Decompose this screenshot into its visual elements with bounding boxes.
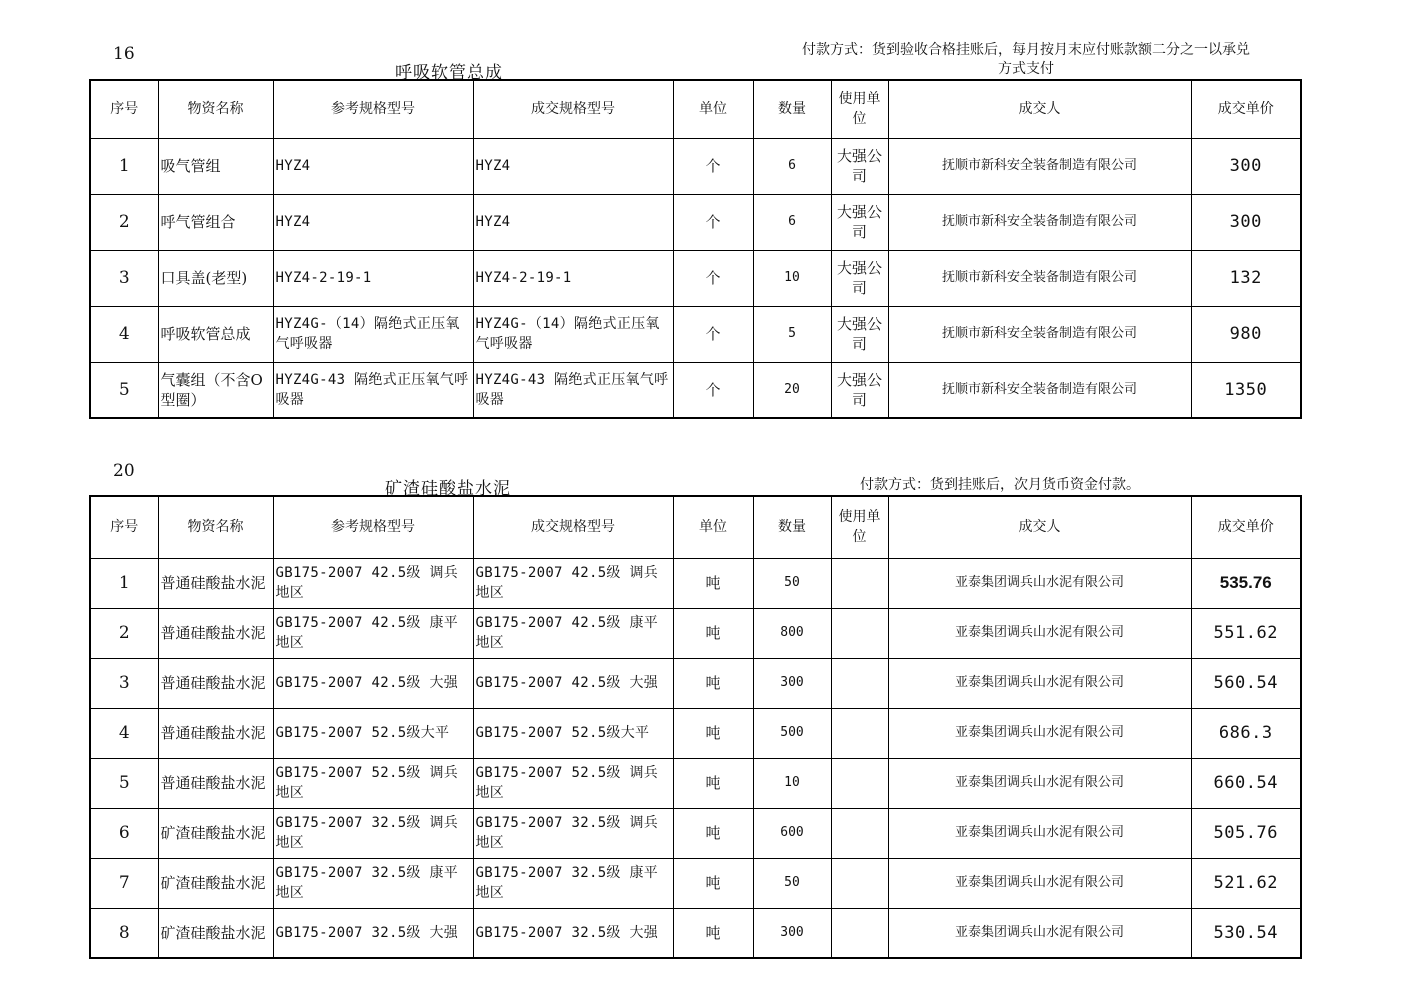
- cell-ref-spec: GB175-2007 42.5级 调兵地区: [273, 558, 473, 608]
- cell-seq: 7: [90, 858, 158, 908]
- cell-ref-spec: HYZ4: [273, 194, 473, 250]
- table-row: [90, 908, 1301, 958]
- header-row: [90, 80, 1301, 138]
- cell-price: 535.76: [1191, 558, 1301, 608]
- table-row: [90, 858, 1301, 908]
- cell-seq: 4: [90, 708, 158, 758]
- section-number: 20: [113, 461, 135, 481]
- header-deal-spec: 成交规格型号: [473, 80, 673, 138]
- cell-ref-spec: HYZ4: [273, 138, 473, 194]
- cell-quantity: 300: [753, 908, 831, 958]
- cell-deal-spec: GB175-2007 32.5级 调兵地区: [473, 808, 673, 858]
- cell-seq: 5: [90, 362, 158, 418]
- cell-price: 132: [1191, 250, 1301, 306]
- cell-user-unit: [831, 608, 888, 658]
- header-seq: 序号: [90, 80, 158, 138]
- payment-terms: [752, 41, 1300, 79]
- cell-price: 521.62: [1191, 858, 1301, 908]
- table-row: [90, 558, 1301, 608]
- cell-deal-spec: GB175-2007 42.5级 调兵地区: [473, 558, 673, 608]
- cell-item-name: 普通硅酸盐水泥: [158, 758, 273, 808]
- cell-quantity: 800: [753, 608, 831, 658]
- section-title: 矿渣硅酸盐水泥: [385, 479, 511, 499]
- goods-table: [89, 79, 1302, 419]
- cell-deal-spec: HYZ4-2-19-1: [473, 250, 673, 306]
- cell-price: 560.54: [1191, 658, 1301, 708]
- cell-item-name: 普通硅酸盐水泥: [158, 708, 273, 758]
- header-ref-spec: 参考规格型号: [273, 496, 473, 558]
- cell-seq: 2: [90, 194, 158, 250]
- cell-ref-spec: GB175-2007 32.5级 康平地区: [273, 858, 473, 908]
- table-row: [90, 808, 1301, 858]
- cell-quantity: 500: [753, 708, 831, 758]
- cell-vendor: 抚顺市新科安全装备制造有限公司: [888, 138, 1191, 194]
- header-price: 成交单价: [1191, 80, 1301, 138]
- header-name: 物资名称: [158, 496, 273, 558]
- cell-ref-spec: HYZ4-2-19-1: [273, 250, 473, 306]
- cell-user-unit: [831, 758, 888, 808]
- cell-unit: 个: [673, 306, 753, 362]
- goods-table: [89, 495, 1302, 959]
- header-ref-spec: 参考规格型号: [273, 80, 473, 138]
- cell-item-name: 矿渣硅酸盐水泥: [158, 858, 273, 908]
- header-unit: 单位: [673, 80, 753, 138]
- header-price: 成交单价: [1191, 496, 1301, 558]
- table-row: [90, 758, 1301, 808]
- cell-unit: 吨: [673, 808, 753, 858]
- table-row: [90, 658, 1301, 708]
- cell-ref-spec: GB175-2007 52.5级大平: [273, 708, 473, 758]
- cell-price: 300: [1191, 138, 1301, 194]
- cell-item-name: 吸气管组: [158, 138, 273, 194]
- cell-seq: 3: [90, 250, 158, 306]
- cell-quantity: 50: [753, 558, 831, 608]
- cell-unit: 吨: [673, 758, 753, 808]
- cell-price: 530.54: [1191, 908, 1301, 958]
- cell-seq: 1: [90, 558, 158, 608]
- header-unit: 单位: [673, 496, 753, 558]
- cell-user-unit: 大强公司: [831, 306, 888, 362]
- cell-quantity: 20: [753, 362, 831, 418]
- cell-vendor: 亚泰集团调兵山水泥有限公司: [888, 558, 1191, 608]
- payment-terms-line: 付款方式：货到挂账后，次月货币资金付款。: [860, 477, 1140, 493]
- header-vendor: 成交人: [888, 80, 1191, 138]
- cell-deal-spec: GB175-2007 52.5级大平: [473, 708, 673, 758]
- cell-unit: 个: [673, 194, 753, 250]
- cell-price: 686.3: [1191, 708, 1301, 758]
- cell-user-unit: [831, 708, 888, 758]
- cell-seq: 1: [90, 138, 158, 194]
- cell-deal-spec: GB175-2007 42.5级 大强: [473, 658, 673, 708]
- header-seq: 序号: [90, 496, 158, 558]
- cell-quantity: 10: [753, 758, 831, 808]
- cell-vendor: 亚泰集团调兵山水泥有限公司: [888, 858, 1191, 908]
- cell-item-name: 普通硅酸盐水泥: [158, 558, 273, 608]
- cell-quantity: 5: [753, 306, 831, 362]
- table-row: [90, 306, 1301, 362]
- cell-quantity: 6: [753, 138, 831, 194]
- cell-price: 300: [1191, 194, 1301, 250]
- cell-price: 505.76: [1191, 808, 1301, 858]
- header-deal-spec: 成交规格型号: [473, 496, 673, 558]
- payment-terms: [860, 476, 1140, 495]
- header-qty: 数量: [753, 80, 831, 138]
- cell-ref-spec: GB175-2007 32.5级 调兵地区: [273, 808, 473, 858]
- cell-ref-spec: HYZ4G-（14）隔绝式正压氧气呼吸器: [273, 306, 473, 362]
- cell-deal-spec: HYZ4G-43 隔绝式正压氧气呼吸器: [473, 362, 673, 418]
- cell-quantity: 10: [753, 250, 831, 306]
- table-row: [90, 362, 1301, 418]
- cell-vendor: 亚泰集团调兵山水泥有限公司: [888, 608, 1191, 658]
- cell-unit: 个: [673, 138, 753, 194]
- payment-terms-line: 付款方式：货到验收合格挂账后，每月按月末应付账款额二分之一以承兑: [802, 42, 1250, 58]
- cell-ref-spec: GB175-2007 42.5级 康平地区: [273, 608, 473, 658]
- section-title: 呼吸软管总成: [395, 63, 503, 83]
- table-row: [90, 194, 1301, 250]
- cell-unit: 吨: [673, 608, 753, 658]
- cell-unit: 吨: [673, 558, 753, 608]
- cell-seq: 5: [90, 758, 158, 808]
- cell-vendor: 亚泰集团调兵山水泥有限公司: [888, 658, 1191, 708]
- cell-item-name: 普通硅酸盐水泥: [158, 608, 273, 658]
- cell-seq: 2: [90, 608, 158, 658]
- cell-ref-spec: GB175-2007 32.5级 大强: [273, 908, 473, 958]
- cell-user-unit: [831, 658, 888, 708]
- cell-seq: 4: [90, 306, 158, 362]
- cell-seq: 3: [90, 658, 158, 708]
- cell-vendor: 亚泰集团调兵山水泥有限公司: [888, 908, 1191, 958]
- cell-unit: 个: [673, 250, 753, 306]
- cell-vendor: 亚泰集团调兵山水泥有限公司: [888, 708, 1191, 758]
- cell-item-name: 普通硅酸盐水泥: [158, 658, 273, 708]
- cell-user-unit: [831, 808, 888, 858]
- cell-vendor: 抚顺市新科安全装备制造有限公司: [888, 250, 1191, 306]
- cell-unit: 吨: [673, 858, 753, 908]
- cell-quantity: 6: [753, 194, 831, 250]
- cell-user-unit: [831, 558, 888, 608]
- cell-ref-spec: HYZ4G-43 隔绝式正压氧气呼吸器: [273, 362, 473, 418]
- cell-ref-spec: GB175-2007 42.5级 大强: [273, 658, 473, 708]
- cell-deal-spec: GB175-2007 32.5级 大强: [473, 908, 673, 958]
- cell-seq: 6: [90, 808, 158, 858]
- cell-item-name: 呼气管组合: [158, 194, 273, 250]
- cell-ref-spec: GB175-2007 52.5级 调兵地区: [273, 758, 473, 808]
- cell-item-name: 气囊组（不含O型圈）: [158, 362, 273, 418]
- cell-price: 660.54: [1191, 758, 1301, 808]
- cell-quantity: 50: [753, 858, 831, 908]
- payment-terms-line: 方式支付: [998, 61, 1054, 77]
- cell-unit: 个: [673, 362, 753, 418]
- header-row: [90, 496, 1301, 558]
- header-user: 使用单位: [831, 496, 888, 558]
- cell-deal-spec: HYZ4G-（14）隔绝式正压氧气呼吸器: [473, 306, 673, 362]
- table-row: [90, 708, 1301, 758]
- cell-user-unit: 大强公司: [831, 194, 888, 250]
- cell-price: 551.62: [1191, 608, 1301, 658]
- cell-unit: 吨: [673, 708, 753, 758]
- table-row: [90, 138, 1301, 194]
- table-row: [90, 250, 1301, 306]
- cell-vendor: 抚顺市新科安全装备制造有限公司: [888, 194, 1191, 250]
- cell-unit: 吨: [673, 658, 753, 708]
- cell-vendor: 抚顺市新科安全装备制造有限公司: [888, 306, 1191, 362]
- cell-deal-spec: GB175-2007 52.5级 调兵地区: [473, 758, 673, 808]
- cell-seq: 8: [90, 908, 158, 958]
- cell-item-name: 矿渣硅酸盐水泥: [158, 908, 273, 958]
- cell-user-unit: 大强公司: [831, 138, 888, 194]
- cell-item-name: 呼吸软管总成: [158, 306, 273, 362]
- cell-user-unit: 大强公司: [831, 362, 888, 418]
- header-name: 物资名称: [158, 80, 273, 138]
- cell-deal-spec: GB175-2007 42.5级 康平地区: [473, 608, 673, 658]
- cell-user-unit: 大强公司: [831, 250, 888, 306]
- section-number: 16: [113, 44, 135, 64]
- cell-vendor: 抚顺市新科安全装备制造有限公司: [888, 362, 1191, 418]
- cell-unit: 吨: [673, 908, 753, 958]
- cell-deal-spec: HYZ4: [473, 194, 673, 250]
- cell-user-unit: [831, 858, 888, 908]
- cell-quantity: 300: [753, 658, 831, 708]
- cell-deal-spec: HYZ4: [473, 138, 673, 194]
- table-row: [90, 608, 1301, 658]
- cell-user-unit: [831, 908, 888, 958]
- cell-price: 980: [1191, 306, 1301, 362]
- cell-vendor: 亚泰集团调兵山水泥有限公司: [888, 758, 1191, 808]
- cell-item-name: 矿渣硅酸盐水泥: [158, 808, 273, 858]
- cell-vendor: 亚泰集团调兵山水泥有限公司: [888, 808, 1191, 858]
- header-vendor: 成交人: [888, 496, 1191, 558]
- header-user: 使用单位: [831, 80, 888, 138]
- cell-price: 1350: [1191, 362, 1301, 418]
- header-qty: 数量: [753, 496, 831, 558]
- cell-deal-spec: GB175-2007 32.5级 康平地区: [473, 858, 673, 908]
- cell-item-name: 口具盖(老型): [158, 250, 273, 306]
- cell-quantity: 600: [753, 808, 831, 858]
